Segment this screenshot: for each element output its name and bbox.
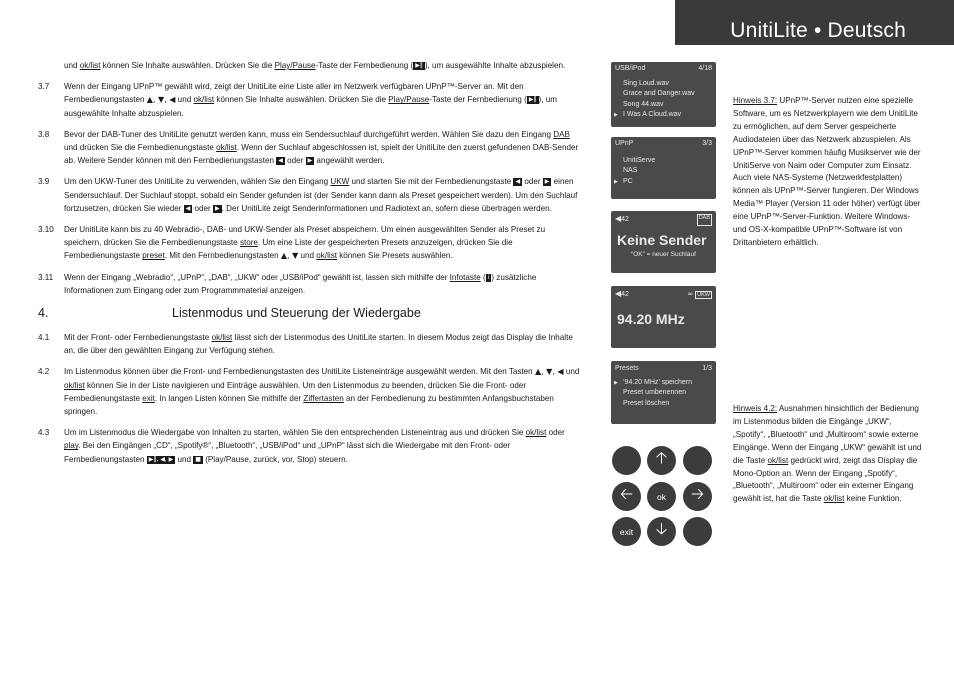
paragraph-number: 4.1 <box>38 333 50 343</box>
arrow-right-icon: 🡢 <box>691 484 704 503</box>
key-ok-list: ok/list <box>316 251 337 261</box>
arrow-keys-icon: ▲, ▼, ◀ <box>146 95 176 105</box>
play-pause-icon: ▶‖ <box>528 96 537 104</box>
down-button[interactable] <box>647 517 676 546</box>
ok-button[interactable]: ok <box>647 482 676 511</box>
key-ok-list: ok/list <box>64 380 85 390</box>
paragraph-4-2: 4.2 Im Listenmodus können über die Front- und Fernbedienungstasten des UnitiLite Listeneinträge ausgewählt werden. Mit den Tasten ▲, ▼, ◀ und ok/list können Sie in der Liste navigieren und Einträge auswählen. Um den Listenmodus zu beenden, drücken Sie die Front- oder Fernbedienungstaste exit. In langen Listen können Sie mithilfe der Ziffertasten an der Fernbedienung zu bestimmten Anfangsbuchstaben springen. <box>38 367 580 417</box>
paragraph-number: 4.3 <box>38 428 50 438</box>
paragraph-3-11: 3.11 Wenn der Eingang „Webradio“, „UPnP“, „DAB“, „UKW“ oder „USB/iPod“ gewählt ist, lassen sich mithilfe der Infotaste ( i ) zusätzliche Informationen zum Eingang oder zum Programmmaterial anzeigen. <box>38 272 537 295</box>
key-ziffertasten: Ziffertasten <box>303 393 344 403</box>
arrow-right-icon: ▶ <box>307 157 313 165</box>
paragraph-3-8: 3.8 Bevor der DAB-Tuner des UnitiLite genutzt werden kann, muss ein Sendersuchlauf durchgeführt werden. Wählen Sie dazu den Eingang DAB und drücken Sie die Fernbedienungstaste ok/list. Wenn der Suchlauf abgeschlossen ist, spielt der UnitiLite den zuerst gefundenen DAB-Sender ab. Weitere Sender können mit den Fernbedienungstasten ◀ oder ▶ angewählt werden. <box>38 129 579 166</box>
arrow-down-icon: 🡣 <box>655 519 668 538</box>
paragraph-4-3: 4.3 Um im Listenmodus die Wiedergabe von Inhalten zu starten, wählen Sie den entsprechenden Listeneintrag aus und drücken Sie ok/list oder play. Bei den Eingängen „CD“, „Spotify®“, „Bluetooth“, „USB/iPod“ und „UPnP“ lässt sich die Wiedergabe mit den Front- oder Fernbedienungstasten ▶‖, ◀, ▶ und ■ (Play/Pause, zurück, vor, Stop) steuern. <box>38 428 565 464</box>
arrow-left-icon: ◀ <box>515 178 521 186</box>
key-play: play <box>64 441 79 451</box>
list-item: Song 44.wav <box>623 100 664 108</box>
paragraph-number: 4.2 <box>38 367 50 377</box>
display-usb-ipod: USB/iPod 4/18 Sing Loud.wav Grace and Danger.wav Song 44.wav ▶ I Was A Cloud.wav <box>611 62 716 127</box>
display-dab: ◀42 DAB Keine Sender “OK” = neuer Suchlauf <box>611 211 716 273</box>
arrow-right-icon: ▶ <box>215 204 220 212</box>
key-ok-list: ok/list <box>767 455 789 465</box>
speaker-icon: ◀ <box>615 214 622 223</box>
note-4-2: Hinweis 4.2: Ausnahmen hinsichtlich der Bedienung im Listenmodus bilden die Eingänge „UKW“, „Spotify“, „Bluetooth“ und „Multiroom“ sowie externe Eingänge. Wenn der Eingang „UKW“ gewählt ist und die Taste ok/list gedrückt wird, zeigt das Display die Mono-Option an. Wenn der Eingang „Spotify“, „Bluetooth“, „Multiroom“ oder ein externer Eingang gewählt ist, hat die Taste ok/list keine Funktion. <box>733 404 922 504</box>
info-icon: i <box>487 273 490 281</box>
dab-tag: DAB <box>697 214 712 226</box>
display-presets: Presets 1/3 ▶ ‘94.20 MHz’ speichern Preset umbenennen Preset löschen <box>611 361 716 424</box>
display-upnp: UPnP 3/3 UnitiServe NAS ▶ PC <box>611 137 716 199</box>
arrow-left-icon: ◀ <box>185 204 191 212</box>
dab-hint: “OK” = neuer Suchlauf <box>631 250 696 258</box>
list-item: Grace and Danger.wav <box>623 90 695 97</box>
note-3-7: Hinweis 3.7: UPnP™-Server nutzen eine spezielle Software, um es Netzwerkplayern wie dem UnitiLite zu ermöglichen, auf dem Server gespeicherte Audiodateien über das Netzwerk abzuspielen. Als UPnP™-Server kommen häufig Musikserver wie der UnitiServe von Naim oder Computer zum Einsatz. Auch viele NAS-Systeme (Netzwerkfestplatten) können als UPnP™-Server fungieren. Der Windows Media™ Player (Version 11 oder höher) verfügt über eine UPnP™-Server-Funktion. Weitere Windows- und OS-X-kompatible UPnP™-Software ist von Drittanbietern erhältlich. <box>733 96 921 247</box>
arrow-keys-icon: ▲, ▼ <box>280 251 299 261</box>
right-button[interactable] <box>683 482 712 511</box>
remote-pad <box>610 444 716 550</box>
paragraph-number: 3.10 <box>38 225 54 235</box>
display-fm: ◀42 ∞ UKW 94.20 MHz <box>611 286 716 348</box>
key-ok-list: ok/list <box>823 494 845 504</box>
stereo-icon: ∞ <box>687 290 694 298</box>
fm-frequency: 94.20 MHz <box>617 310 685 327</box>
key-dab: DAB <box>553 129 570 139</box>
stop-icon: ■ <box>195 455 201 463</box>
paragraph-number: 3.8 <box>38 129 50 139</box>
section-title: Listenmodus und Steuerung der Wiedergabe <box>172 306 421 321</box>
blank-button[interactable] <box>683 517 712 546</box>
list-item: Sing Loud.wav <box>623 79 669 87</box>
transport-icons: ▶‖, ◀, ▶ <box>148 455 174 463</box>
note-label: Hinweis 3.7: <box>733 96 778 105</box>
arrow-left-icon: ◀ <box>278 157 283 165</box>
key-play-pause: Play/Pause <box>274 61 316 70</box>
paragraph-3-10: 3.10 Der UnitiLite kann bis zu 40 Webradio-, DAB- und UKW-Sender als Preset abspeichern. Um einen ausgewählten Sender als Preset zu speichern, drücken Sie die Fernbedienungstaste store. Um eine Liste der gespeicherten Presets anzuzeigen, drücken Sie die Fernbedienungstaste preset. Mit den Fernbedienungstasten ▲, ▼ und ok/list können Sie Presets auswählen. <box>38 225 546 261</box>
ukw-tag: UKW <box>697 292 710 298</box>
arrow-left-icon: 🡠 <box>620 484 633 503</box>
arrow-up-icon: 🡡 <box>655 448 668 467</box>
dab-status: Keine Sender <box>617 231 707 248</box>
paragraph-intro: und ok/list können Sie Inhalte auswählen. Drücken Sie die Play/Pause-Taste der Fernbedienung ( ▶‖ ), um ausgewählte Inhalte abzuspielen. <box>64 61 566 70</box>
note-label: Hinweis 4.2: <box>733 404 778 413</box>
paragraph-number: 3.9 <box>38 177 50 187</box>
list-item-selected: ▶ PC <box>619 177 712 188</box>
section-number: 4. <box>38 306 49 321</box>
left-button[interactable] <box>612 482 641 511</box>
key-play-pause: Play/Pause <box>388 95 430 105</box>
blank-button[interactable] <box>683 446 712 475</box>
list-item: NAS <box>623 167 638 174</box>
key-ok-list: ok/list <box>193 95 215 105</box>
main-text <box>38 59 580 474</box>
page-title: UnitiLite • Deutsch <box>730 19 906 42</box>
list-item: Preset umbenennen <box>623 389 687 396</box>
key-info: Infotaste <box>449 272 481 282</box>
list-item-selected: ▶ ‘94.20 MHz’ speichern <box>619 378 712 389</box>
section-heading <box>38 305 580 321</box>
key-ok-list: ok/list <box>79 61 101 70</box>
list-item: UnitiServe <box>623 156 656 164</box>
play-pause-icon: ▶‖ <box>415 61 423 69</box>
up-button[interactable] <box>647 446 676 475</box>
paragraph-3-9: 3.9 Um den UKW-Tuner des UnitiLite zu verwenden, wählen Sie den Eingang UKW und starten Sie mit der Fernbedienungstaste ◀ oder ▶ einen Sendersuchlauf. Der Suchlauf stoppt, sobald ein Sender gefunden ist (der Sender kann dann als Preset gespeichert werden). Um den Suchlauf fortzusetzen, drücken Sie wieder ◀ oder ▶ . Der UnitiLite zeigt Senderinformationen und Radiotext an, sofern diese übertragen werden. <box>38 177 578 213</box>
key-store: store <box>239 238 258 248</box>
key-preset: preset <box>142 251 165 261</box>
arrow-keys-icon: ▲, ▼, ◀ <box>534 367 564 377</box>
exit-button[interactable]: exit <box>612 517 641 546</box>
key-ok-list: ok/list <box>525 428 547 438</box>
paragraph-number: 3.7 <box>38 82 50 92</box>
arrow-right-icon: ▶ <box>544 178 550 186</box>
key-ok-list: ok/list <box>216 143 237 153</box>
blank-button[interactable] <box>612 446 641 475</box>
paragraph-4-1: 4.1 Mit der Front- oder Fernbedienungstaste ok/list lässt sich der Listenmodus des UnitiLite starten. In diesem Modus zeigt das Display die Inhalte an, die über den gewählten Eingang zur Verfügung stehen. <box>38 333 573 356</box>
list-item: Preset löschen <box>623 399 670 407</box>
speaker-icon: ◀ <box>615 289 622 298</box>
key-ok-list: ok/list <box>211 333 233 343</box>
key-exit: exit <box>142 393 155 403</box>
list-item-selected: ▶ I Was A Cloud.wav <box>619 110 712 121</box>
paragraph-3-7: 3.7 Wenn der Eingang UPnP™ gewählt wird, zeigt der UnitiLite eine Liste aller im Netzwerk verfügbaren UPnP™-Server an. Mit den Fernbedienungstasten ▲, ▼, ◀ und ok/list können Sie Inhalte auswählen. Drücken Sie die Play/Pause-Taste der Fernbedienung ( ▶‖ ), um ausgewählte Inhalte abzuspielen. <box>38 82 557 118</box>
key-ukw: UKW <box>330 177 350 187</box>
paragraph-number: 3.11 <box>38 272 54 282</box>
